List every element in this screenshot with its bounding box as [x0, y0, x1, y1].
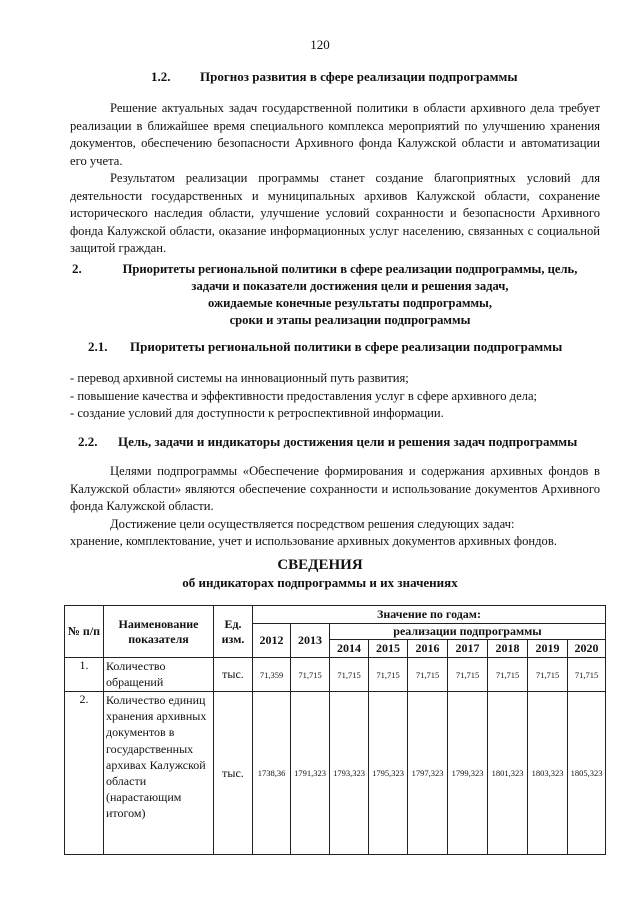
- section-2-number: 2.: [72, 261, 82, 276]
- row-num: 2.: [65, 692, 104, 855]
- row-value: 1795,323: [369, 692, 408, 855]
- row-unit: тыс.: [214, 658, 253, 692]
- row-value: 1738,36: [253, 692, 291, 855]
- header-year: 2018: [488, 640, 528, 658]
- row-value: 71,715: [488, 658, 528, 692]
- list-item: - перевод архивной системы на инновационный путь развития;: [70, 371, 409, 385]
- section-2-2-title: Цель, задачи и индикаторы достижения цели и решения задач подпрограммы: [118, 434, 578, 449]
- section-1-2-paragraph: Решение актуальных задач государственной политики в области архивного дела требует реализации в ближайшее время специального комплекса мероприятий по улучшению хранения документов, обеспечению безопасности Архивного фонда Калужской области и автоматизации его учета.: [70, 101, 600, 168]
- list-item: - повышение качества и эффективности предоставления услуг в сфере архивного дела;: [70, 388, 538, 403]
- section-2-title-line: задачи и показатели достижения цели и решения задач,: [191, 279, 509, 293]
- header-num: № п/п: [65, 606, 104, 658]
- section-2-title-line: Приоритеты региональной политики в сфере реализации подпрограммы, цель,: [122, 262, 578, 276]
- row-name: Количество единиц хранения архивных документов в государственных архивах Калужской области (нарастающим итогом): [104, 692, 214, 855]
- priorities-list: [70, 370, 600, 423]
- row-unit: тыс.: [214, 692, 253, 855]
- section-2-2-number: 2.2.: [78, 434, 98, 449]
- list-item: - создание условий для доступности к ретроспективной информации.: [70, 406, 444, 421]
- header-values-by-year: Значение по годам:: [253, 606, 606, 624]
- row-value: 1797,323: [408, 692, 448, 855]
- table-row: [65, 658, 606, 692]
- section-2-title: [100, 261, 600, 329]
- section-2-title-line: сроки и этапы реализации подпрограммы: [229, 313, 471, 327]
- row-value: 1803,323: [528, 692, 568, 855]
- header-year: 2014: [330, 640, 369, 658]
- row-value: 71,715: [291, 658, 330, 692]
- header-name: Наименование показателя: [104, 606, 214, 658]
- row-value: 71,715: [528, 658, 568, 692]
- row-value: 1805,323: [568, 692, 606, 855]
- row-value: 1793,323: [330, 692, 369, 855]
- page-number: 120: [310, 37, 330, 52]
- header-implementation: реализации подпрограммы: [330, 624, 606, 640]
- row-value: 1801,323: [488, 692, 528, 855]
- row-name: Количество обращений: [104, 658, 214, 692]
- row-value: 71,715: [568, 658, 606, 692]
- header-unit: Ед. изм.: [214, 606, 253, 658]
- row-value: 1791,323: [291, 692, 330, 855]
- table-title: СВЕДЕНИЯ: [277, 557, 363, 573]
- section-2-1-title: Приоритеты региональной политики в сфере реализации подпрограммы: [130, 339, 563, 354]
- row-value: 1799,323: [448, 692, 488, 855]
- header-year: 2013: [291, 624, 330, 658]
- row-value: 71,715: [369, 658, 408, 692]
- header-year: 2016: [408, 640, 448, 658]
- indicators-table: [64, 605, 606, 855]
- section-1-2-title: Прогноз развития в сфере реализации подпрограммы: [200, 69, 518, 84]
- section-1-2-paragraph: Результатом реализации программы станет создание благоприятных условий для деятельности государственных и муниципальных архивов Калужской области, сохранение исторического наследия области, улучшение условий сохранности и безопасности Архивного фонда Калужской области, оказание информационных услуг населению, связанных с социальной защитой граждан.: [70, 171, 600, 256]
- header-year: 2015: [369, 640, 408, 658]
- row-num: 1.: [65, 658, 104, 692]
- header-year: 2012: [253, 624, 291, 658]
- table-row: [65, 692, 606, 855]
- section-2-2-paragraph: Достижение цели осуществляется посредством решения следующих задач:: [110, 517, 515, 531]
- header-year: 2020: [568, 640, 606, 658]
- row-value: 71,715: [448, 658, 488, 692]
- section-2-title-line: ожидаемые конечные результаты подпрограммы,: [208, 296, 492, 310]
- section-1-2-number: 1.2.: [151, 69, 171, 84]
- row-value: 71,359: [253, 658, 291, 692]
- row-value: 71,715: [330, 658, 369, 692]
- section-2-2-paragraph: Целями подпрограммы «Обеспечение формирования и содержания архивных фондов в Калужской области» являются обеспечение сохранности и использование документов Архивного фонда Калужской области.: [70, 464, 600, 514]
- row-value: 71,715: [408, 658, 448, 692]
- table-subtitle: об индикаторах подпрограммы и их значениях: [182, 575, 458, 590]
- header-year: 2019: [528, 640, 568, 658]
- section-2-2-paragraph: хранение, комплектование, учет и использование архивных документов архивных фондов.: [70, 534, 557, 548]
- header-year: 2017: [448, 640, 488, 658]
- section-2-1-number: 2.1.: [88, 339, 108, 354]
